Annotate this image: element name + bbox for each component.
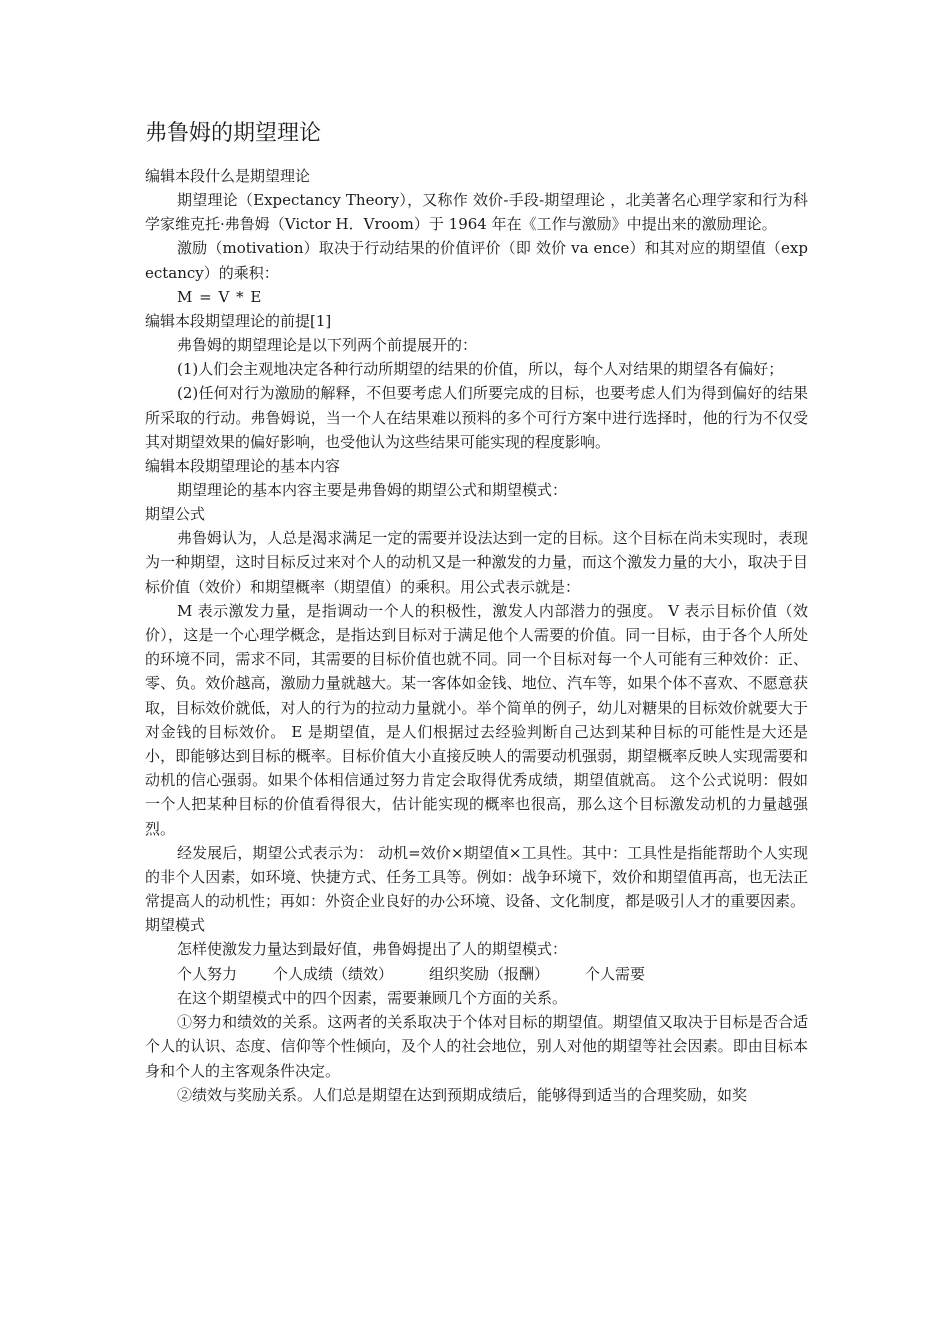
- paragraph: 激励（motivation）取决于行动结果的价值评价（即 效价 va ence）和其对应的期望值（expectancy）的乘积：: [145, 239, 808, 282]
- paragraph: 期望理论（Expectancy Theory），又称作 效价-手段-期望理论 ，北美著名心理学家和行为科学家维克托·弗鲁姆（Victor H．Vroom）于 1964 年在《工作与激励》中提出来的激励理论。: [145, 191, 808, 234]
- paragraph: M 表示激发力量，是指调动一个人的积极性，激发人内部潜力的强度。 V 表示目标价值（效价），这是一个心理学概念，是指达到目标对于满足他个人需要的价值。同一目标，由于各个人所处的环境不同，需求不同，其需要的目标价值也就不同。同一个目标对每一个人可能有三种效价：正、零、负。效价越高，激励力量就越大。某一客体如金钱、地位、汽车等，如果个体不喜欢、不愿意获取，目标效价就低，对人的行为的拉动力量就小。举个简单的例子，幼儿对糖果的目标效价就要大于对金钱的目标效价。 E 是期望值，是人们根据过去经验判断自己达到某种目标的可能性是大还是小，即能够达到目标的概率。目标价值大小直接反映人的需要动机强弱，期望概率反映人实现需要和动机的信心强弱。如果个体相信通过努力肯定会取得优秀成绩，期望值就高。 这个公式说明：假如一个人把某种目标的价值看得很大，估计能实现的概率也很高，那么这个目标激发动机的力量越强烈。: [145, 601, 808, 838]
- paragraph: 怎样使激发力量达到最好值，弗鲁姆提出了人的期望模式：: [177, 940, 568, 959]
- paragraph: ②绩效与奖励关系。人们总是期望在达到预期成绩后，能够得到适当的合理奖励，如奖: [177, 1085, 748, 1104]
- model-item: 个人需要: [585, 964, 646, 983]
- section-heading: 编辑本段什么是期望理论: [145, 167, 311, 185]
- paragraph: 在这个期望模式中的四个因素，需要兼顾几个方面的关系。: [177, 988, 568, 1007]
- document-body: [145, 118, 808, 1107]
- subsection-heading: 期望公式: [145, 505, 206, 524]
- model-item: 组织奖励（报酬）: [429, 964, 550, 983]
- section-heading: 编辑本段期望理论的前提[1]: [145, 312, 332, 331]
- subsection-heading: 期望模式: [145, 916, 206, 935]
- model-item: 个人成绩（绩效）: [273, 964, 394, 983]
- page-title: 弗鲁姆的期望理论: [145, 121, 322, 146]
- paragraph: 弗鲁姆的期望理论是以下列两个前提展开的：: [177, 336, 478, 355]
- paragraph: (2)任何对行为激励的解释，不但要考虑人们所要完成的目标，也要考虑人们为得到偏好的结果所采取的行动。弗鲁姆说，当一个人在结果难以预料的多个可行方案中进行选择时，他的行为不仅受其对期望效果的偏好影响，也受他认为这些结果可能实现的程度影响。: [145, 384, 808, 451]
- paragraph: (1)人们会主观地决定各种行动所期望的结果的价值，所以，每个人对结果的期望各有偏好；: [177, 360, 784, 379]
- paragraph: 期望理论的基本内容主要是弗鲁姆的期望公式和期望模式：: [177, 481, 568, 500]
- model-item: 个人努力: [177, 964, 238, 983]
- paragraph: 经发展后，期望公式表示为： 动机=效价×期望值×工具性。其中：工具性是指能帮助个人实现的非个人因素，如环境、快捷方式、任务工具等。例如：战争环境下，效价和期望值再高，也无法正常提高人的动机性；再如：外资企业良好的办公环境、设备、文化制度，都是吸引人才的重要因素。: [145, 843, 808, 911]
- paragraph: ①努力和绩效的关系。这两者的关系取决于个体对目标的期望值。期望值又取决于目标是否合适个人的认识、态度、信仰等个性倾向，及个人的社会地位，别人对他的期望等社会因素。即由目标本身和个人的主客观条件决定。: [145, 1013, 808, 1080]
- expectancy-model-row: [177, 962, 808, 986]
- paragraph: 弗鲁姆认为，人总是渴求满足一定的需要并设法达到一定的目标。这个目标在尚未实现时，表现为一种期望，这时目标反过来对个人的动机又是一种激发的力量，而这个激发力量的大小，取决于目标价值（效价）和期望概率（期望值）的乘积。用公式表示就是：: [145, 529, 808, 596]
- section-heading: 编辑本段期望理论的基本内容: [145, 457, 341, 476]
- formula: M = V * E: [177, 287, 263, 306]
